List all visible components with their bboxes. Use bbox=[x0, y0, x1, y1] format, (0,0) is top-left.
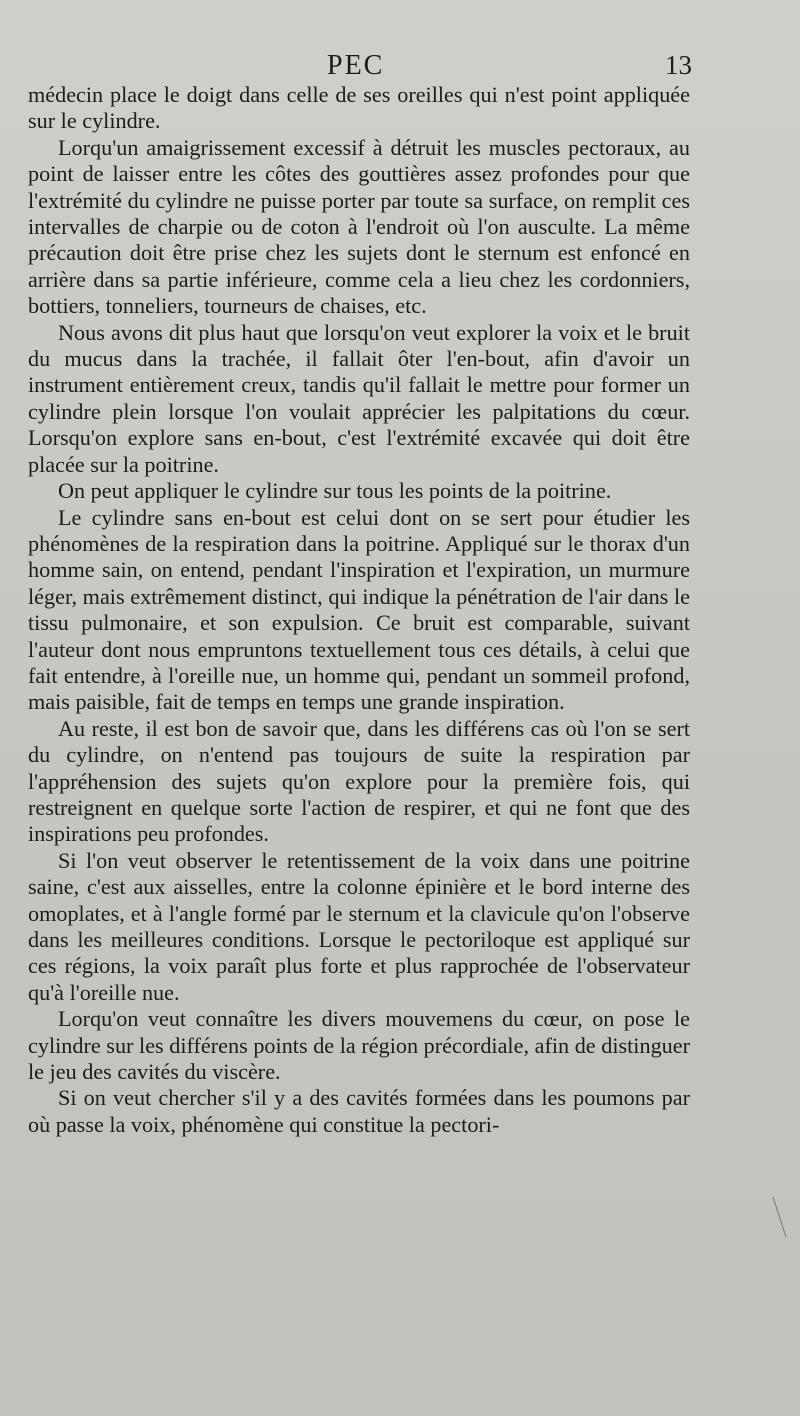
paragraph: médecin place le doigt dans celle de ses oreilles qui n'est point appliquée sur le cylindre. bbox=[28, 82, 690, 134]
paragraph: Au reste, il est bon de savoir que, dans les différens cas où l'on se sert du cylindre, on n'entend pas toujours de suite la respiration par l'appréhension des sujets qu'on explore pour la première fois, qui restreignent en quelque sorte l'action de respirer, et qui ne font que des inspirations peu profondes. bbox=[28, 715, 690, 847]
paragraph: Le cylindre sans en-bout est celui dont on se sert pour étudier les phénomènes de la respiration dans la poitrine. Appliqué sur le thorax d'un homme sain, on entend, pendant l'inspiration et l'expiration, un murmure léger, mais extrêmement distinct, qui indique la pénétration de l'air dans le tissu pulmonaire, et son expulsion. Ce bruit est comparable, suivant l'auteur dont nous empruntons textuellement tous ces détails, à celui que fait entendre, à l'oreille nue, un homme qui, pendant un sommeil profond, mais paisible, fait de temps en temps une grande inspiration. bbox=[28, 504, 690, 715]
margin-mark bbox=[773, 1197, 787, 1237]
paragraph: Lorqu'un amaigrissement excessif à détruit les muscles pectoraux, au point de laisser entre les côtes des gouttières assez profondes pour que l'extrémité du cylindre ne puisse porter par toute sa surface, on remplit ces intervalles de charpie ou de coton à l'endroit où l'on ausculte. La même précaution doit être prise chez les sujets dont le sternum est enfoncé en arrière dans sa partie inférieure, comme cela a lieu chez les cordonniers, bottiers, tonneliers, tourneurs de chaises, etc. bbox=[28, 134, 690, 319]
page-number: 13 bbox=[665, 50, 692, 80]
body-text bbox=[28, 82, 690, 1138]
paragraph: Lorqu'on veut connaître les divers mouvemens du cœur, on pose le cylindre sur les différens points de la région précordiale, afin de distinguer le jeu des cavités du viscère. bbox=[28, 1006, 690, 1085]
running-head: PEC bbox=[327, 50, 385, 81]
page-header bbox=[0, 50, 800, 86]
paragraph: Nous avons dit plus haut que lorsqu'on veut explorer la voix et le bruit du mucus dans la trachée, il fallait ôter l'en-bout, afin d'avoir un instrument entièrement creux, tandis qu'il fallait le mettre pour former un cylindre plein lorsque l'on voulait apprécier les palpitations du cœur. Lorsqu'on explore sans en-bout, c'est l'extrémité excavée qui doit être placée sur la poitrine. bbox=[28, 319, 690, 477]
paragraph: Si on veut chercher s'il y a des cavités formées dans les poumons par où passe la voix, phénomène qui constitue la pectori- bbox=[28, 1085, 690, 1137]
paragraph: Si l'on veut observer le retentissement de la voix dans une poitrine saine, c'est aux aisselles, entre la colonne épinière et le bord interne des omoplates, et à l'angle formé par le sternum et la clavicule qu'on l'observe dans les meilleures conditions. Lorsque le pectoriloque est appliqué sur ces régions, la voix paraît plus forte et plus rapprochée de l'observateur qu'à l'oreille nue. bbox=[28, 847, 690, 1005]
paragraph: On peut appliquer le cylindre sur tous les points de la poitrine. bbox=[58, 478, 612, 504]
